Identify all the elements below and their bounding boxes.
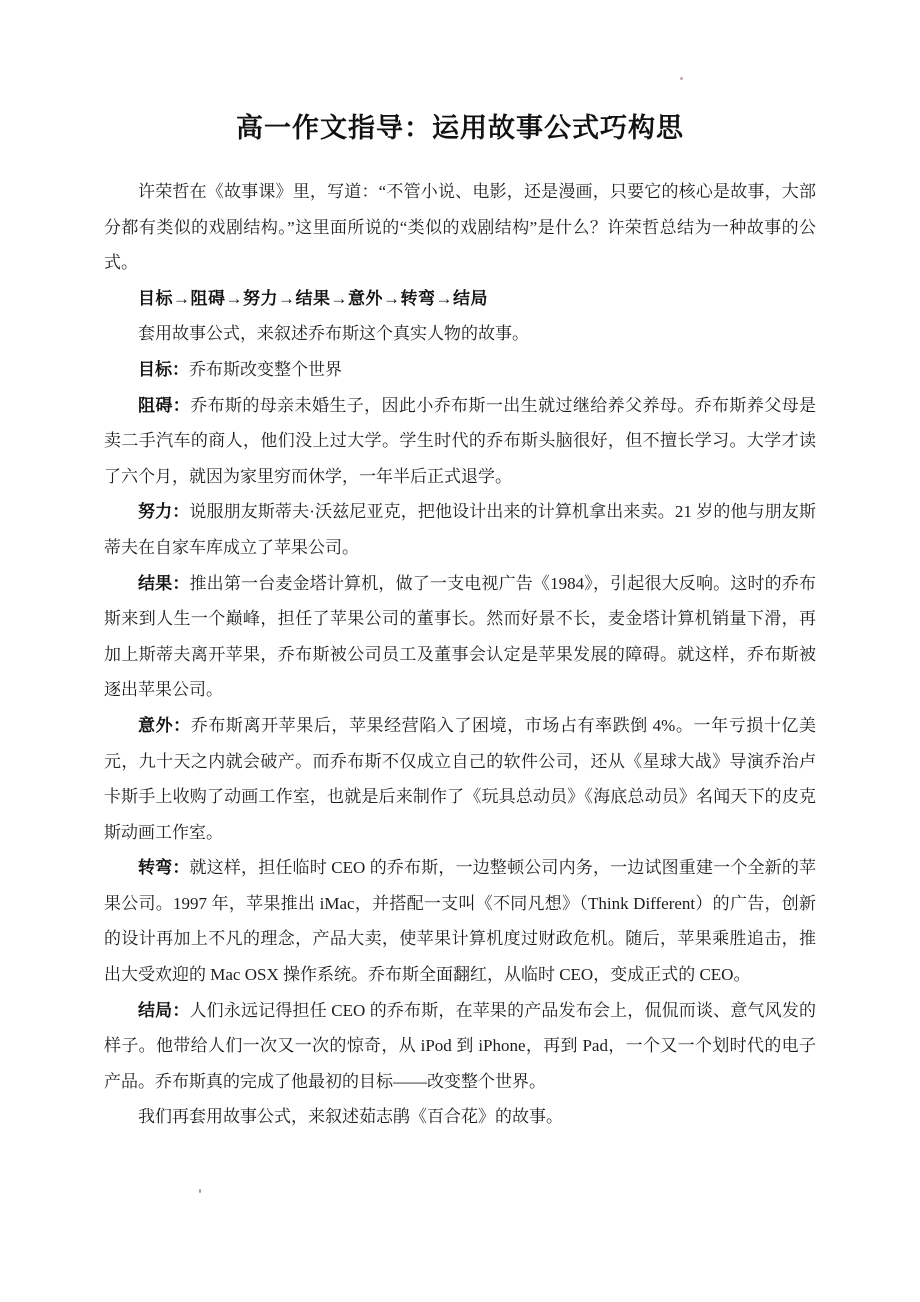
story-formula-line [104, 281, 816, 317]
result-label: 结果： [138, 573, 190, 593]
paragraph-text: 套用故事公式，来叙述乔布斯这个真实人物的故事。 [138, 324, 529, 344]
turn-paragraph [104, 850, 816, 992]
surprise-label: 意外： [138, 715, 191, 735]
goal-label: 目标： [138, 359, 189, 379]
page-speck-mark-top [680, 77, 683, 80]
apply-formula-paragraph [104, 316, 816, 352]
surprise-paragraph [104, 708, 816, 850]
paragraph-text: 许荣哲在《故事课》里，写道：“不管小说、电影，还是漫画，只要它的核心是故事，大部分都有类似的戏剧结构。”这里面所说的“类似的戏剧结构”是什么？许荣哲总结为一种故事的公式。 [104, 182, 816, 273]
turn-label: 转弯： [138, 858, 190, 878]
paragraph-text: 人们永远记得担任 CEO 的乔布斯，在苹果的产品发布会上，侃侃而谈、意气风发的样子。他带给人们一次又一次的惊奇，从 iPod 到 iPhone，再到 Pad，一个又一个划时代的电子产品。乔布斯真的完成了他最初的目标——改变整个世界。 [104, 1000, 817, 1091]
paragraph-text: 说服朋友斯蒂夫·沃兹尼亚克，把他设计出来的计算机拿出来卖。21 岁的他与朋友斯蒂夫在自家车库成立了苹果公司。 [104, 502, 816, 557]
intro-paragraph [104, 174, 816, 281]
paragraph-text: 推出第一台麦金塔计算机，做了一支电视广告《1984》，引起很大反响。这时的乔布斯来到人生一个巅峰，担任了苹果公司的董事长。然而好景不长，麦金塔计算机销量下滑，再加上斯蒂夫离开苹果，乔布斯被公司员工及董事会认定是苹果发展的障碍。就这样，乔布斯被逐出苹果公司。 [104, 573, 817, 700]
ending-label: 结局： [138, 1000, 190, 1020]
paragraph-text: 目标→阻碍→努力→结果→意外→转弯→结局 [138, 288, 488, 308]
effort-paragraph [104, 494, 816, 565]
effort-label: 努力： [138, 502, 190, 522]
page-speck-mark-bottom [199, 1189, 201, 1193]
document-content [104, 106, 816, 1135]
obstacle-paragraph [104, 388, 816, 495]
result-paragraph [104, 566, 816, 708]
paragraph-text: 乔布斯改变整个世界 [189, 359, 342, 379]
paragraph-text: 就这样，担任临时 CEO 的乔布斯，一边整顿公司内务，一边试图重建一个全新的苹果公司。1997 年，苹果推出 iMac，并搭配一支叫《不同凡想》（Think Different）的广告，创新的设计再加上不凡的理念，产品大卖，使苹果计算机度过财政危机。随后，苹果乘胜追击，推出大受欢迎的 Mac OSX 操作系统。乔布斯全面翻红，从临时 CEO，变成正式的 CEO。 [104, 858, 817, 985]
paragraph-text: 我们再套用故事公式，来叙述茹志鹃《百合花》的故事。 [138, 1107, 563, 1127]
paragraph-text: 乔布斯的母亲未婚生子，因此小乔布斯一出生就过继给养父养母。乔布斯养父母是卖二手汽车的商人，他们没上过大学。学生时代的乔布斯头脑很好，但不擅长学习。大学才读了六个月，就因为家里穷而休学，一年半后正式退学。 [104, 395, 817, 486]
closing-paragraph [104, 1099, 816, 1135]
page-title: 高一作文指导：运用故事公式巧构思 [236, 113, 684, 143]
goal-paragraph [104, 352, 816, 388]
obstacle-label: 阻碍： [138, 395, 191, 415]
paragraph-text: 乔布斯离开苹果后，苹果经营陷入了困境，市场占有率跌倒 4%。一年亏损十亿美元，九十天之内就会破产。而乔布斯不仅成立自己的软件公司，还从《星球大战》导演乔治卢卡斯手上收购了动画工作室，也就是后来制作了《玩具总动员》《海底总动员》名闻天下的皮克斯动画工作室。 [104, 715, 816, 842]
ending-paragraph [104, 993, 816, 1100]
